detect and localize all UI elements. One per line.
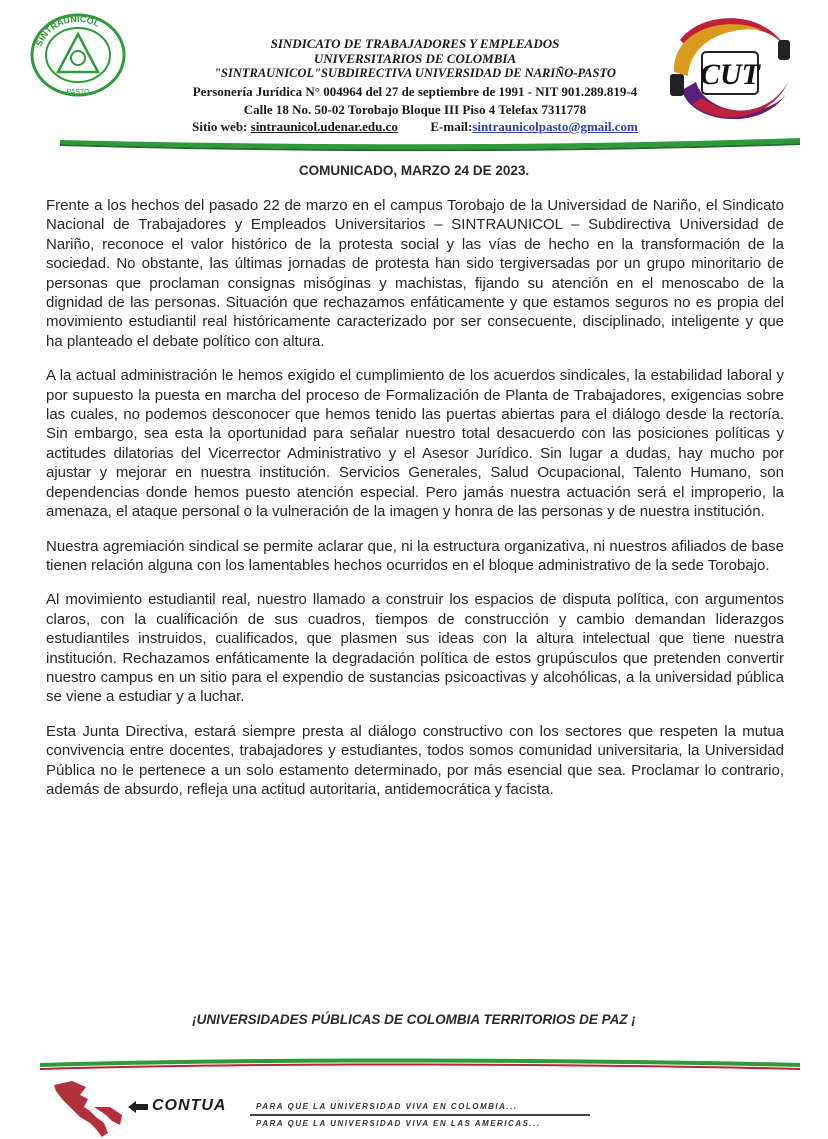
cut-logo-text: CUT	[700, 58, 760, 91]
footer	[0, 1055, 828, 1139]
letterhead	[0, 0, 828, 160]
logo-left-text: SINTRAUNICOL	[33, 13, 102, 48]
org-name-line1: SINDICATO DE TRABAJADORES Y EMPLEADOS	[270, 36, 560, 51]
org-name-line2: UNIVERSITARIOS DE COLOMBIA	[313, 51, 517, 66]
footer-tagline-2: PARA QUE LA UNIVERSIDAD VIVA EN LAS AMERICAS...	[256, 1119, 541, 1128]
footer-tagline-1: PARA QUE LA UNIVERSIDAD VIVA EN COLOMBIA...	[256, 1102, 518, 1111]
communique-title: COMUNICADO, MARZO 24 DE 2023.	[298, 163, 530, 178]
cut-logo	[662, 12, 797, 130]
paragraph-2: A la actual administración le hemos exigido el cumplimiento de los acuerdos sindicales, la estabilidad laboral y por supuesto la puesta en marcha del proceso de Formalización de Planta de Trabajadores, exigencias sobre las cuales, no podemos desconocer que hemos tenido las puertas abiertas para el diálogo desde la rectoría. Sin embargo, sea esta la oportunidad para señalar nuestro total desacuerdo con las posiciones políticas y actitudes dilatorias del Vicerrector Administrativo y el Asesor Jurídico. Sin lugar a dudas, hay mucho por ajustar y mejorar en nuestra institución. Servicios Generales, Salud Ocupacional, Talento Humano, son dependencias donde hemos puesto atención especial. Pero jamás nuestra actuación será el improperio, la amenaza, el ataque personal o la vulneración de la imagen y honra de las personas y de nuestra institución.	[46, 367, 784, 521]
footer-divider	[40, 1055, 800, 1077]
legal-id-line: Personería Jurídica N° 004964 del 27 de septiembre de 1991 - NIT 901.289.819-4	[192, 84, 638, 99]
closing-motto: ¡UNIVERSIDADES PÚBLICAS DE COLOMBIA TERRITORIOS DE PAZ ¡	[192, 1012, 636, 1027]
communique-body	[46, 196, 784, 814]
web-link[interactable]: sintraunicol.udenar.edu.co	[250, 119, 398, 134]
paragraph-1: Frente a los hechos del pasado 22 de marzo en el campus Torobajo de la Universidad de Nariño, el Sindicato Nacional de Trabajadores y Empleados Universitarios – SINTRAUNICOL – Subdirectiva Universidad de Nariño, reconoce el valor histórico de la protesta social y las vías de hecho en la transformación de la sociedad. No obstante, las últimas jornadas de protesta han sido tergiversadas por un grupo minoritario de personas que proclaman consignas misóginas y machistas, fijando su atención en el menoscabo de la dignidad de las personas. Situación que rechazamos enfáticamente y que estamos seguros no es propia del movimiento estudiantil real históricamente caracterizado por ser consecuente, disciplinado, inteligente y que ha planteado el debate político con altura.	[46, 197, 784, 350]
contact-line	[150, 118, 680, 135]
email-label: E-mail:	[430, 119, 473, 134]
tagline-divider	[250, 1114, 590, 1116]
paragraph-4: Al movimiento estudiantil real, nuestro llamado a construir los espacios de disputa política, con argumentos claros, con la cualificación de sus cuadros, tiempos de construcción y cambio demandan liderazgos estudiantiles instruidos, cualificados, que plasmen sus ideas con la altura intelectual que tiene nuestra institución. Rechazamos enfáticamente la degradación política de estos grupúsculos que pretenden convertir nuestro campus en un sitio para el expendio de sustancias psicoactivas y alcohólicas, a la universidad pública se viene a estudiar y a luchar.	[46, 591, 784, 706]
web-label: Sitio web:	[192, 119, 251, 134]
letterhead-text	[150, 36, 680, 135]
arrow-icon	[128, 1101, 148, 1113]
paragraph-5: Esta Junta Directiva, estará siempre presta al diálogo constructivo con los sectores que respeten la mutua convivencia entre docentes, trabajadores y estudiantes, todos somos comunidad universitaria, la Universidad Pública no le pertenece a un solo estamento determinado, por más esencial que sea. Proclamar lo contrario, además de absurdo, refleja una actitud autoritaria, antidemocrática y facista.	[46, 722, 784, 798]
paragraph-3: Nuestra agremiación sindical se permite aclarar que, ni la estructura organizativa, ni nuestros afiliados de base tienen relación alguna con los lamentables hechos ocurridos en el bloque administrativo de la sede Torobajo.	[46, 537, 784, 574]
org-name-line3: "SINTRAUNICOL"SUBDIRECTIVA UNIVERSIDAD DE NARIÑO-PASTO	[214, 66, 616, 80]
sintraunicol-logo	[28, 10, 128, 100]
email-link[interactable]: sintraunicolpasto@gmail.com	[472, 119, 638, 134]
logo-left-sub: PASTO	[66, 89, 90, 96]
americas-map-icon	[50, 1077, 130, 1139]
address-line: Calle 18 No. 50-02 Torobajo Bloque III Piso 4 Telefax 7311778	[243, 102, 587, 117]
header-divider	[60, 134, 800, 154]
contua-brand: CONTUA	[152, 1097, 227, 1114]
